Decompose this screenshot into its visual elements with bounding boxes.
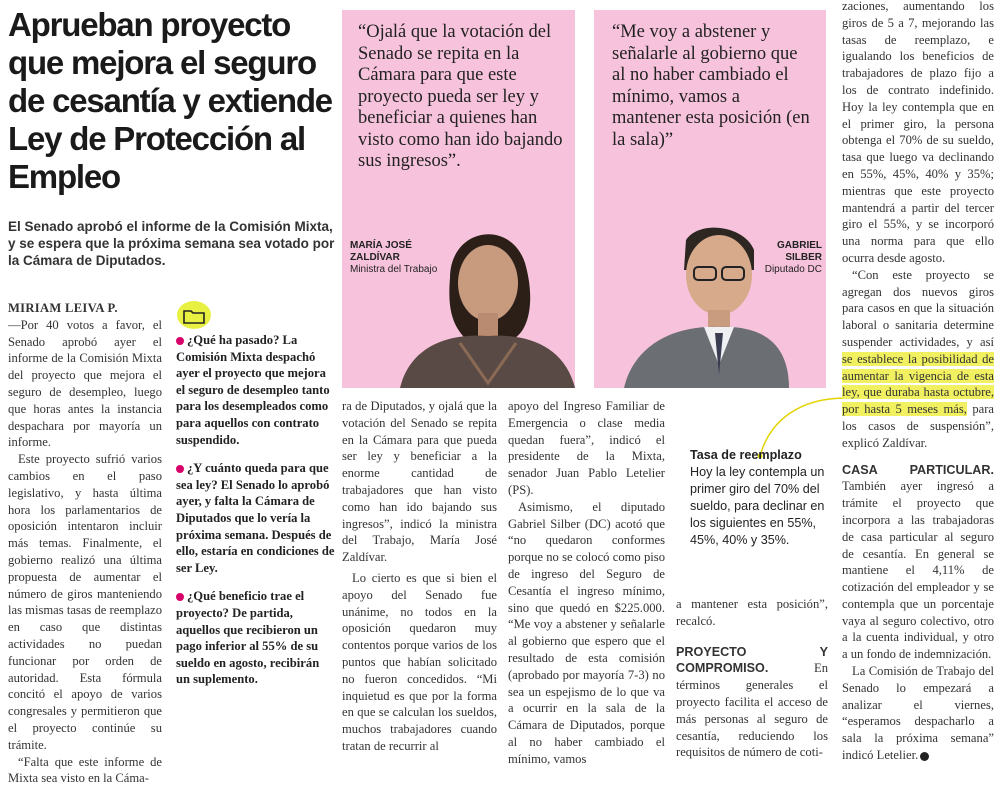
qa-answer: El Senado lo aprobó ayer, y falta la Cámara de Diputados que lo vería la próxima semana. Después de ello, estaría en condiciones de ser Ley. (176, 477, 335, 575)
article-column-5 (676, 596, 828, 761)
paragraph (842, 663, 994, 764)
paragraph: Lo cierto es que si bien el apoyo del Senado fue unánime, no todos en la oposición quedaron muy contentos porque varios de los puntos que habían solicitado no fueron concedidos. “Mi inquietud es que por la forma en que se calculan los sueldos, muchos trabajadores cuando tratan de recurrir al (342, 570, 497, 753)
qa-answer: La Comisión Mixta despachó ayer el proyecto que mejora el seguro de desempleo tanto para los desempleados como para aquellos con contrato suspendido. (176, 333, 330, 447)
paragraph: —Por 40 votos a favor, el Senado aprobó ayer el informe de la Comisión Mixta del proyecto que mejora el seguro de desempleo, luego que horas antes la instancia despachara por mayoría un informe. (8, 317, 162, 450)
deck: El Senado aprobó el informe de la Comisión Mixta, y se espera que la próxima semana sea votado por la Cámara de Diputados. (8, 219, 335, 268)
pull-quote: “Ojalá que la votación del Senado se repita en la Cámara para que este proyecto pueda ser ley y beneficiar a quienes han visto como han ido bajando sus ingresos”. (358, 22, 563, 171)
person-name: GABRIEL SILBER (777, 240, 822, 263)
qa-answer: De partida, aquellos que recibieron un pago inferior al 55% de su sueldo en agosto, recibirán un suplemento. (176, 605, 320, 687)
paragraph (842, 462, 994, 664)
paragraph-text: También ayer ingresó a trámite el proyecto que incorpora a las trabajadoras de casa particular al seguro de cesantía. En general se mantiene el 4,11% de cotización del empleador y se contempla que un porcentaje vaya al seguro colectivo, otro a la cuenta individual, y otro a un fondo de indemnización. (842, 479, 994, 662)
paragraph-text: “Con este proyecto se agregan dos nuevos giros para casos en que la situación laboral o sanitaria determine suspender actividades, y así (842, 267, 994, 349)
highlighted-text: se establece la posibilidad de aumentar la vigencia de esta ley, que duraba hasta octubre, por hasta 5 meses más, (842, 351, 994, 417)
byline: MIRIAM LEIVA P. (8, 301, 118, 315)
person-role: Diputado DC (764, 264, 822, 275)
paragraph: ra de Diputados, y ojalá que la votación del Senado se repita en la Cámara para que pueda ser ley y beneficiar a la enorme cantidad de trabajadores que han visto como han ido bajando sus ingresos”, indicó la ministra del Trabajo, María José Zaldívar. (342, 399, 497, 565)
pull-quote: “Me voy a abstener y señalarle al gobierno que al no haber cambiado el mínimo, vamos a mantener esta posición (en la sala)” (612, 22, 810, 150)
person-name: MARÍA JOSÉ ZALDÍVAR (350, 240, 412, 263)
callout-box (690, 447, 828, 549)
qa-question: ¿Qué ha pasado? (187, 333, 280, 347)
subhead: PROYECTO Y COMPROMISO. (676, 644, 828, 676)
callout-text: Hoy la ley contempla un primer giro del 70% del sueldo, para declinar en los siguientes en 55%, 45%, 40% y 35%. (690, 465, 825, 547)
paragraph: zaciones, aumentando los giros de 5 a 7, mejorando las tasas de reemplazo, e igualando los beneficios de trabajadores de plazo fijo a los de contrato indefinido. Hoy la ley contempla que en el primer giro, la persona obtenga el 70% de su sueldo, tasa que luego va declinando en 55%, 45%, 40% y 35%; mientras que este proyecto mantendrá a partir del tercer giro el 55%, y se incorporó una norma para que ello ocurra desde agosto. (842, 0, 994, 265)
paragraph: Asimismo, el diputado Gabriel Silber (DC) acotó que “no quedaron conformes porque no se colocó como piso de ingreso del Seguro de Cesantía el ingreso mínimo, sino que quedó en $225.000. “Me voy a abstener y señalarle al gobierno que espero que el resultado de esta comisión (aprobado por mayoría 7-3) no sea un espejismo de lo que va a ocurrir en la sala de la Cámara de Diputados, porque al no haber cambiado el mínimo, vamos (508, 499, 665, 766)
paragraph (676, 644, 828, 762)
paragraph (842, 267, 994, 452)
paragraph: Este proyecto sufrió varios cambios en el paso legislativo, y hasta última hora los parlamentarios de oposición intentaron incluir más temas. Finalmente, el gobierno realizó una última propuesta de aumentar el número de giros manteniendo las mismas tasas de reemplazo en caso que distintas actividades no puedan funcionar por orden de autoridad. Esta fórmula concitó el apoyo de varios congresales y permitieron que el proyecto continúe su trámite. (8, 452, 162, 752)
paragraph-text: La Comisión de Trabajo del Senado lo empezará a analizar el viernes, “esperamos despacharlo a sala la próxima semana” indicó Letelier. (842, 664, 994, 763)
paragraph: apoyo del Ingreso Familiar de Emergencia o clase media quedan fuera”, indicó el presidente de la Mixta, senador Juan Pablo Letelier (PS). (508, 399, 665, 497)
paragraph: “Falta que este informe de Mixta sea visto en la Cáma- (8, 754, 162, 786)
qa-question: ¿Y cuánto queda para que sea ley? (176, 461, 329, 492)
callout-title: Tasa de reemplazo (690, 448, 802, 462)
person-role: Ministra del Trabajo (350, 264, 438, 275)
paragraph: a mantener esta posición”, recalcó. (676, 597, 828, 628)
headline: Aprueban proyecto que mejora el seguro de cesantía y extiende Ley de Protección al Empleo (8, 6, 332, 195)
paragraph-text: En términos generales el proyecto facilita el acceso de más personas al seguro de cesantía, reduciendo los requisitos de número de coti- (676, 661, 828, 760)
paragraph-text: para los casos de suspensión”, explicó Zaldívar. (842, 402, 994, 450)
subhead: CASA PARTICULAR. (842, 462, 994, 477)
qa-question: ¿Qué beneficio trae el proyecto? (176, 589, 305, 620)
end-mark-icon (920, 752, 929, 761)
article-column-6 (842, 0, 994, 764)
